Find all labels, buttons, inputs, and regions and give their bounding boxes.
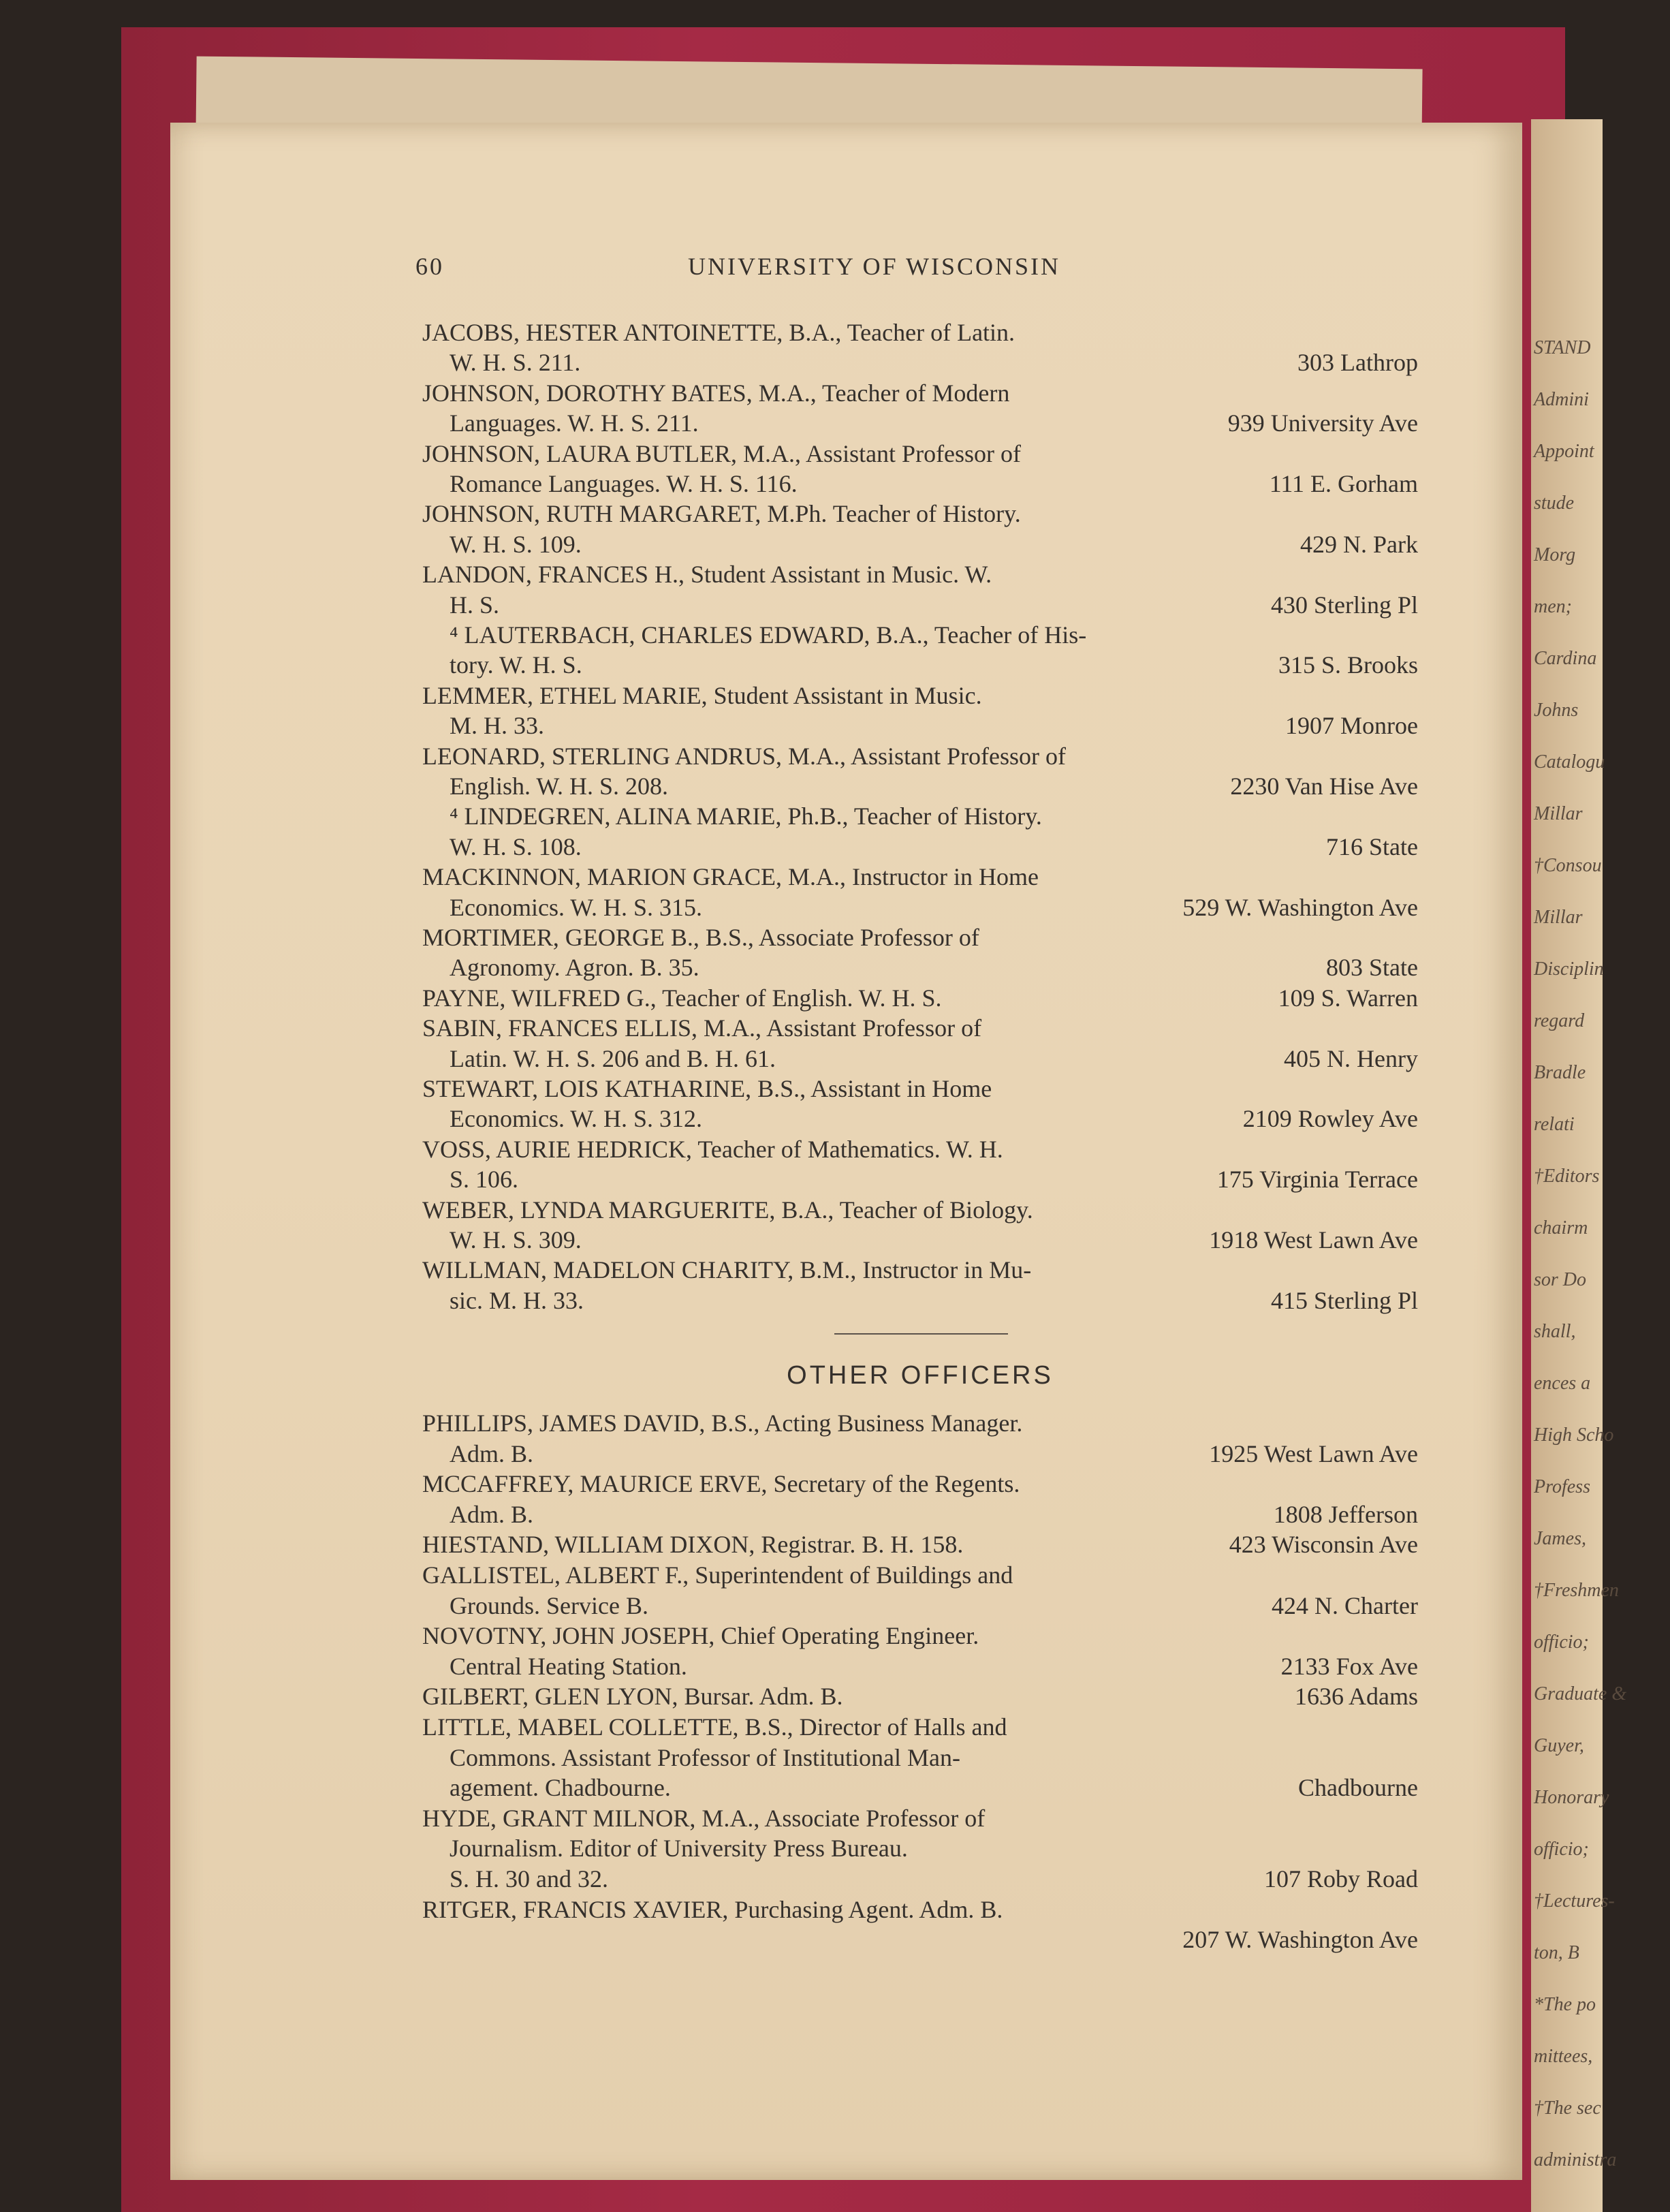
entry-text: HIESTAND, WILLIAM DIXON, Registrar. B. H. 158. bbox=[422, 1531, 964, 1559]
entry-address: 207 W. Washington Ave bbox=[1182, 1926, 1418, 1954]
entry-address: 424 N. Charter bbox=[1272, 1591, 1418, 1619]
entry-address: 1925 West Lawn Ave bbox=[1209, 1439, 1418, 1467]
entry-text: WEBER, LYNDA MARGUERITE, B.A., Teacher of Biology. bbox=[422, 1196, 1033, 1224]
facing-page-fragment: mittees, bbox=[1534, 2046, 1593, 2067]
entry-text: LEONARD, STERLING ANDRUS, M.A., Assistant Professor of bbox=[422, 742, 1067, 770]
entry-text: MORTIMER, GEORGE B., B.S., Associate Professor of bbox=[422, 924, 979, 951]
list-item bbox=[422, 498, 1418, 529]
entry-text: sic. M. H. 33. bbox=[450, 1286, 584, 1314]
list-item bbox=[422, 1924, 1418, 1955]
entry-text: MCCAFFREY, MAURICE ERVE, Secretary of the Regents. bbox=[422, 1470, 1020, 1498]
facing-page-fragment: Honorary bbox=[1534, 1787, 1609, 1808]
entry-text: H. S. bbox=[450, 591, 500, 619]
entry-text: Romance Languages. W. H. S. 116. bbox=[450, 470, 798, 497]
entry-text: HYDE, GRANT MILNOR, M.A., Associate Professor of bbox=[422, 1804, 986, 1832]
facing-page-fragment: Admini bbox=[1534, 389, 1589, 410]
facing-page-fragment: Guyer, bbox=[1534, 1735, 1584, 1756]
facing-page-fragment: Cardina bbox=[1534, 648, 1597, 669]
list-item bbox=[422, 407, 1418, 439]
facing-page-fragment: *The po bbox=[1534, 1994, 1596, 2015]
list-item bbox=[422, 922, 1418, 953]
entry-address: 429 N. Park bbox=[1300, 530, 1418, 558]
facing-page-fragment: STAND bbox=[1534, 337, 1591, 358]
list-item bbox=[422, 1194, 1418, 1226]
facing-page-fragment: †Freshmen bbox=[1534, 1580, 1619, 1601]
list-item bbox=[422, 619, 1418, 651]
entry-address: 1907 Monroe bbox=[1285, 712, 1418, 740]
entry-text: Agronomy. Agron. B. 35. bbox=[450, 954, 699, 982]
entry-text: WILLMAN, MADELON CHARITY, B.M., Instructor in Mu- bbox=[422, 1256, 1032, 1284]
list-item bbox=[422, 649, 1418, 681]
entry-address: 303 Lathrop bbox=[1297, 349, 1418, 377]
entry-text: S. H. 30 and 32. bbox=[450, 1865, 608, 1892]
list-item bbox=[422, 1590, 1418, 1621]
facing-page-fragment: men; bbox=[1534, 596, 1572, 617]
facing-page-fragment: Disciplin bbox=[1534, 959, 1604, 980]
entry-text: Journalism. Editor of University Press Bureau. bbox=[450, 1835, 908, 1863]
list-item bbox=[422, 559, 1418, 590]
list-item bbox=[422, 1468, 1418, 1499]
list-item bbox=[422, 1833, 1418, 1864]
entry-address: 430 Sterling Pl bbox=[1270, 591, 1418, 619]
list-item bbox=[422, 680, 1418, 711]
entry-text: M. H. 33. bbox=[450, 712, 545, 740]
list-item bbox=[422, 1499, 1418, 1530]
entry-address: Chadbourne bbox=[1298, 1774, 1418, 1802]
entry-text: JOHNSON, DOROTHY BATES, M.A., Teacher of Modern bbox=[422, 379, 1010, 407]
list-item bbox=[422, 1134, 1418, 1165]
entry-text: GILBERT, GLEN LYON, Bursar. Adm. B. bbox=[422, 1683, 843, 1711]
entry-text: S. 106. bbox=[450, 1166, 519, 1194]
entry-address: 107 Roby Road bbox=[1263, 1865, 1418, 1892]
list-item bbox=[422, 1043, 1418, 1074]
list-item bbox=[422, 377, 1418, 409]
entry-text: ⁴ LINDEGREN, ALINA MARIE, Ph.B., Teacher of History. bbox=[450, 803, 1042, 830]
list-item bbox=[422, 1651, 1418, 1682]
entry-address: 175 Virginia Terrace bbox=[1216, 1166, 1418, 1194]
facing-page-fragment: †Editors bbox=[1534, 1166, 1600, 1187]
list-item bbox=[422, 529, 1418, 560]
entry-address: 1636 Adams bbox=[1294, 1683, 1418, 1711]
entry-text: English. W. H. S. 208. bbox=[450, 773, 669, 800]
entry-text: ⁴ LAUTERBACH, CHARLES EDWARD, B.A., Teacher of His- bbox=[450, 621, 1087, 649]
list-item bbox=[422, 710, 1418, 741]
entry-text: LANDON, FRANCES H., Student Assistant in Music. W. bbox=[422, 561, 992, 589]
entry-address: 2133 Fox Ave bbox=[1280, 1652, 1418, 1680]
entry-text: STEWART, LOIS KATHARINE, B.S., Assistant in Home bbox=[422, 1075, 992, 1102]
facing-page-fragment: chairm bbox=[1534, 1217, 1588, 1239]
list-item bbox=[422, 861, 1418, 892]
facing-page-fragment: ences a bbox=[1534, 1373, 1591, 1394]
facing-page-fragment: Morg bbox=[1534, 544, 1576, 565]
section-title: OTHER OFFICERS bbox=[787, 1361, 1054, 1390]
list-item bbox=[422, 468, 1418, 499]
entry-text: NOVOTNY, JOHN JOSEPH, Chief Operating Engineer. bbox=[422, 1622, 979, 1650]
facing-page-fragment: High Scho bbox=[1534, 1424, 1614, 1446]
entry-text: MACKINNON, MARION GRACE, M.A., Instructor in Home bbox=[422, 863, 1039, 891]
entry-text: Commons. Assistant Professor of Institutional Man- bbox=[450, 1743, 960, 1771]
facing-page-fragment: Graduate & bbox=[1534, 1683, 1627, 1704]
facing-page-fragment: †Consou bbox=[1534, 855, 1602, 876]
facing-page-fragment: †Lectures- bbox=[1534, 1890, 1615, 1912]
entry-text: LITTLE, MABEL COLLETTE, B.S., Director of Halls and bbox=[422, 1713, 1007, 1741]
entry-text: Adm. B. bbox=[450, 1439, 534, 1467]
facing-page-fragment: sor Do bbox=[1534, 1269, 1587, 1290]
facing-page-fragment: Appoint bbox=[1534, 441, 1594, 462]
list-item bbox=[422, 1742, 1418, 1773]
entry-text: W. H. S. 309. bbox=[450, 1226, 582, 1253]
entry-address: 1918 West Lawn Ave bbox=[1209, 1226, 1418, 1253]
list-item bbox=[422, 982, 1418, 1014]
list-item bbox=[422, 347, 1418, 378]
list-item bbox=[422, 800, 1418, 832]
entry-address: 405 N. Henry bbox=[1284, 1044, 1418, 1072]
entry-address: 716 State bbox=[1326, 832, 1418, 860]
facing-page-fragment: †The sec bbox=[1534, 2098, 1601, 2119]
list-item bbox=[422, 1559, 1418, 1591]
entry-address: 939 University Ave bbox=[1227, 409, 1418, 437]
list-item bbox=[422, 589, 1418, 621]
list-item bbox=[422, 1012, 1418, 1044]
facing-page-fragment: regard bbox=[1534, 1010, 1585, 1031]
list-item bbox=[422, 1863, 1418, 1895]
entry-text: Economics. W. H. S. 315. bbox=[450, 893, 703, 921]
entry-address: 2109 Rowley Ave bbox=[1242, 1105, 1418, 1133]
entry-text: W. H. S. 108. bbox=[450, 832, 582, 860]
entry-text: JOHNSON, RUTH MARGARET, M.Ph. Teacher of History. bbox=[422, 500, 1021, 528]
entry-text: RITGER, FRANCIS XAVIER, Purchasing Agent. Adm. B. bbox=[422, 1895, 1003, 1923]
list-item bbox=[422, 1285, 1418, 1316]
list-item bbox=[422, 1894, 1418, 1925]
entry-address: 111 E. Gorham bbox=[1269, 470, 1418, 497]
list-item bbox=[422, 1073, 1418, 1104]
list-item bbox=[422, 892, 1418, 923]
list-item bbox=[422, 1254, 1418, 1286]
facing-page-fragment: Profess bbox=[1534, 1476, 1590, 1497]
entry-text: PAYNE, WILFRED G., Teacher of English. W. H. S. bbox=[422, 984, 942, 1012]
list-item bbox=[422, 1438, 1418, 1469]
list-item bbox=[422, 1224, 1418, 1256]
facing-page-fragment: relati bbox=[1534, 1114, 1575, 1135]
entry-text: Latin. W. H. S. 206 and B. H. 61. bbox=[450, 1044, 776, 1072]
facing-page-fragment: Millar bbox=[1534, 907, 1583, 928]
entry-text: W. H. S. 211. bbox=[450, 349, 581, 377]
entry-text: Languages. W. H. S. 211. bbox=[450, 409, 699, 437]
entry-text: JOHNSON, LAURA BUTLER, M.A., Assistant Professor of bbox=[422, 439, 1022, 467]
entry-text: Economics. W. H. S. 312. bbox=[450, 1105, 703, 1133]
entry-address: 415 Sterling Pl bbox=[1270, 1286, 1418, 1314]
facing-page-fragment: ton, B bbox=[1534, 1942, 1579, 1963]
facing-page-fragment: officio; bbox=[1534, 1839, 1589, 1860]
list-item bbox=[422, 1529, 1418, 1560]
entry-address: 423 Wisconsin Ave bbox=[1229, 1531, 1418, 1559]
facing-page-fragment: James, bbox=[1534, 1528, 1586, 1549]
facing-page-fragment: shall, bbox=[1534, 1321, 1576, 1342]
entry-text: Central Heating Station. bbox=[450, 1652, 687, 1680]
list-item bbox=[422, 1164, 1418, 1195]
entry-text: VOSS, AURIE HEDRICK, Teacher of Mathematics. W. H. bbox=[422, 1135, 1003, 1163]
facing-page-fragment: Millar bbox=[1534, 803, 1583, 824]
facing-page-fragment: administra bbox=[1534, 2149, 1617, 2170]
facing-page-fragment: officio; bbox=[1534, 1632, 1589, 1653]
entry-text: W. H. S. 109. bbox=[450, 530, 582, 558]
page-number: 60 bbox=[415, 253, 444, 280]
entry-text: JACOBS, HESTER ANTOINETTE, B.A., Teacher of Latin. bbox=[422, 319, 1015, 346]
entry-address: 109 S. Warren bbox=[1278, 984, 1418, 1012]
entry-address: 2230 Van Hise Ave bbox=[1230, 773, 1418, 800]
page-header bbox=[415, 252, 1417, 293]
facing-page-edge bbox=[1531, 119, 1627, 2212]
list-item bbox=[422, 1803, 1418, 1834]
facing-page-fragment: Catalogu bbox=[1534, 751, 1605, 773]
list-item bbox=[422, 741, 1418, 772]
list-item bbox=[422, 770, 1418, 802]
entry-text: SABIN, FRANCES ELLIS, M.A., Assistant Professor of bbox=[422, 1014, 982, 1042]
facing-page-fragment: Johns bbox=[1534, 700, 1579, 721]
list-item bbox=[422, 831, 1418, 862]
entry-address: 803 State bbox=[1326, 954, 1418, 982]
entry-text: tory. W. H. S. bbox=[450, 651, 582, 679]
facing-page-fragment: Bradle bbox=[1534, 1062, 1586, 1083]
section-divider bbox=[834, 1333, 1008, 1335]
entry-text: PHILLIPS, JAMES DAVID, B.S., Acting Business Manager. bbox=[422, 1409, 1023, 1437]
entry-text: agement. Chadbourne. bbox=[450, 1774, 671, 1802]
list-item bbox=[422, 1103, 1418, 1134]
entry-address: 529 W. Washington Ave bbox=[1182, 893, 1418, 921]
list-item bbox=[422, 438, 1418, 469]
list-item bbox=[422, 1681, 1418, 1712]
list-item bbox=[422, 952, 1418, 983]
list-item bbox=[422, 317, 1418, 348]
list-item bbox=[422, 1772, 1418, 1803]
entry-text: GALLISTEL, ALBERT F., Superintendent of Buildings and bbox=[422, 1561, 1013, 1589]
entry-text: Grounds. Service B. bbox=[450, 1591, 648, 1619]
facing-page-fragment: stude bbox=[1534, 493, 1575, 514]
list-item bbox=[422, 1711, 1418, 1743]
list-item bbox=[422, 1620, 1418, 1651]
entry-address: 315 S. Brooks bbox=[1278, 651, 1418, 679]
entry-text: LEMMER, ETHEL MARIE, Student Assistant in Music. bbox=[422, 681, 982, 709]
running-title: UNIVERSITY OF WISCONSIN bbox=[688, 253, 1061, 280]
list-item bbox=[422, 1407, 1418, 1439]
entry-address: 1808 Jefferson bbox=[1273, 1500, 1418, 1528]
entry-text: Adm. B. bbox=[450, 1500, 534, 1528]
